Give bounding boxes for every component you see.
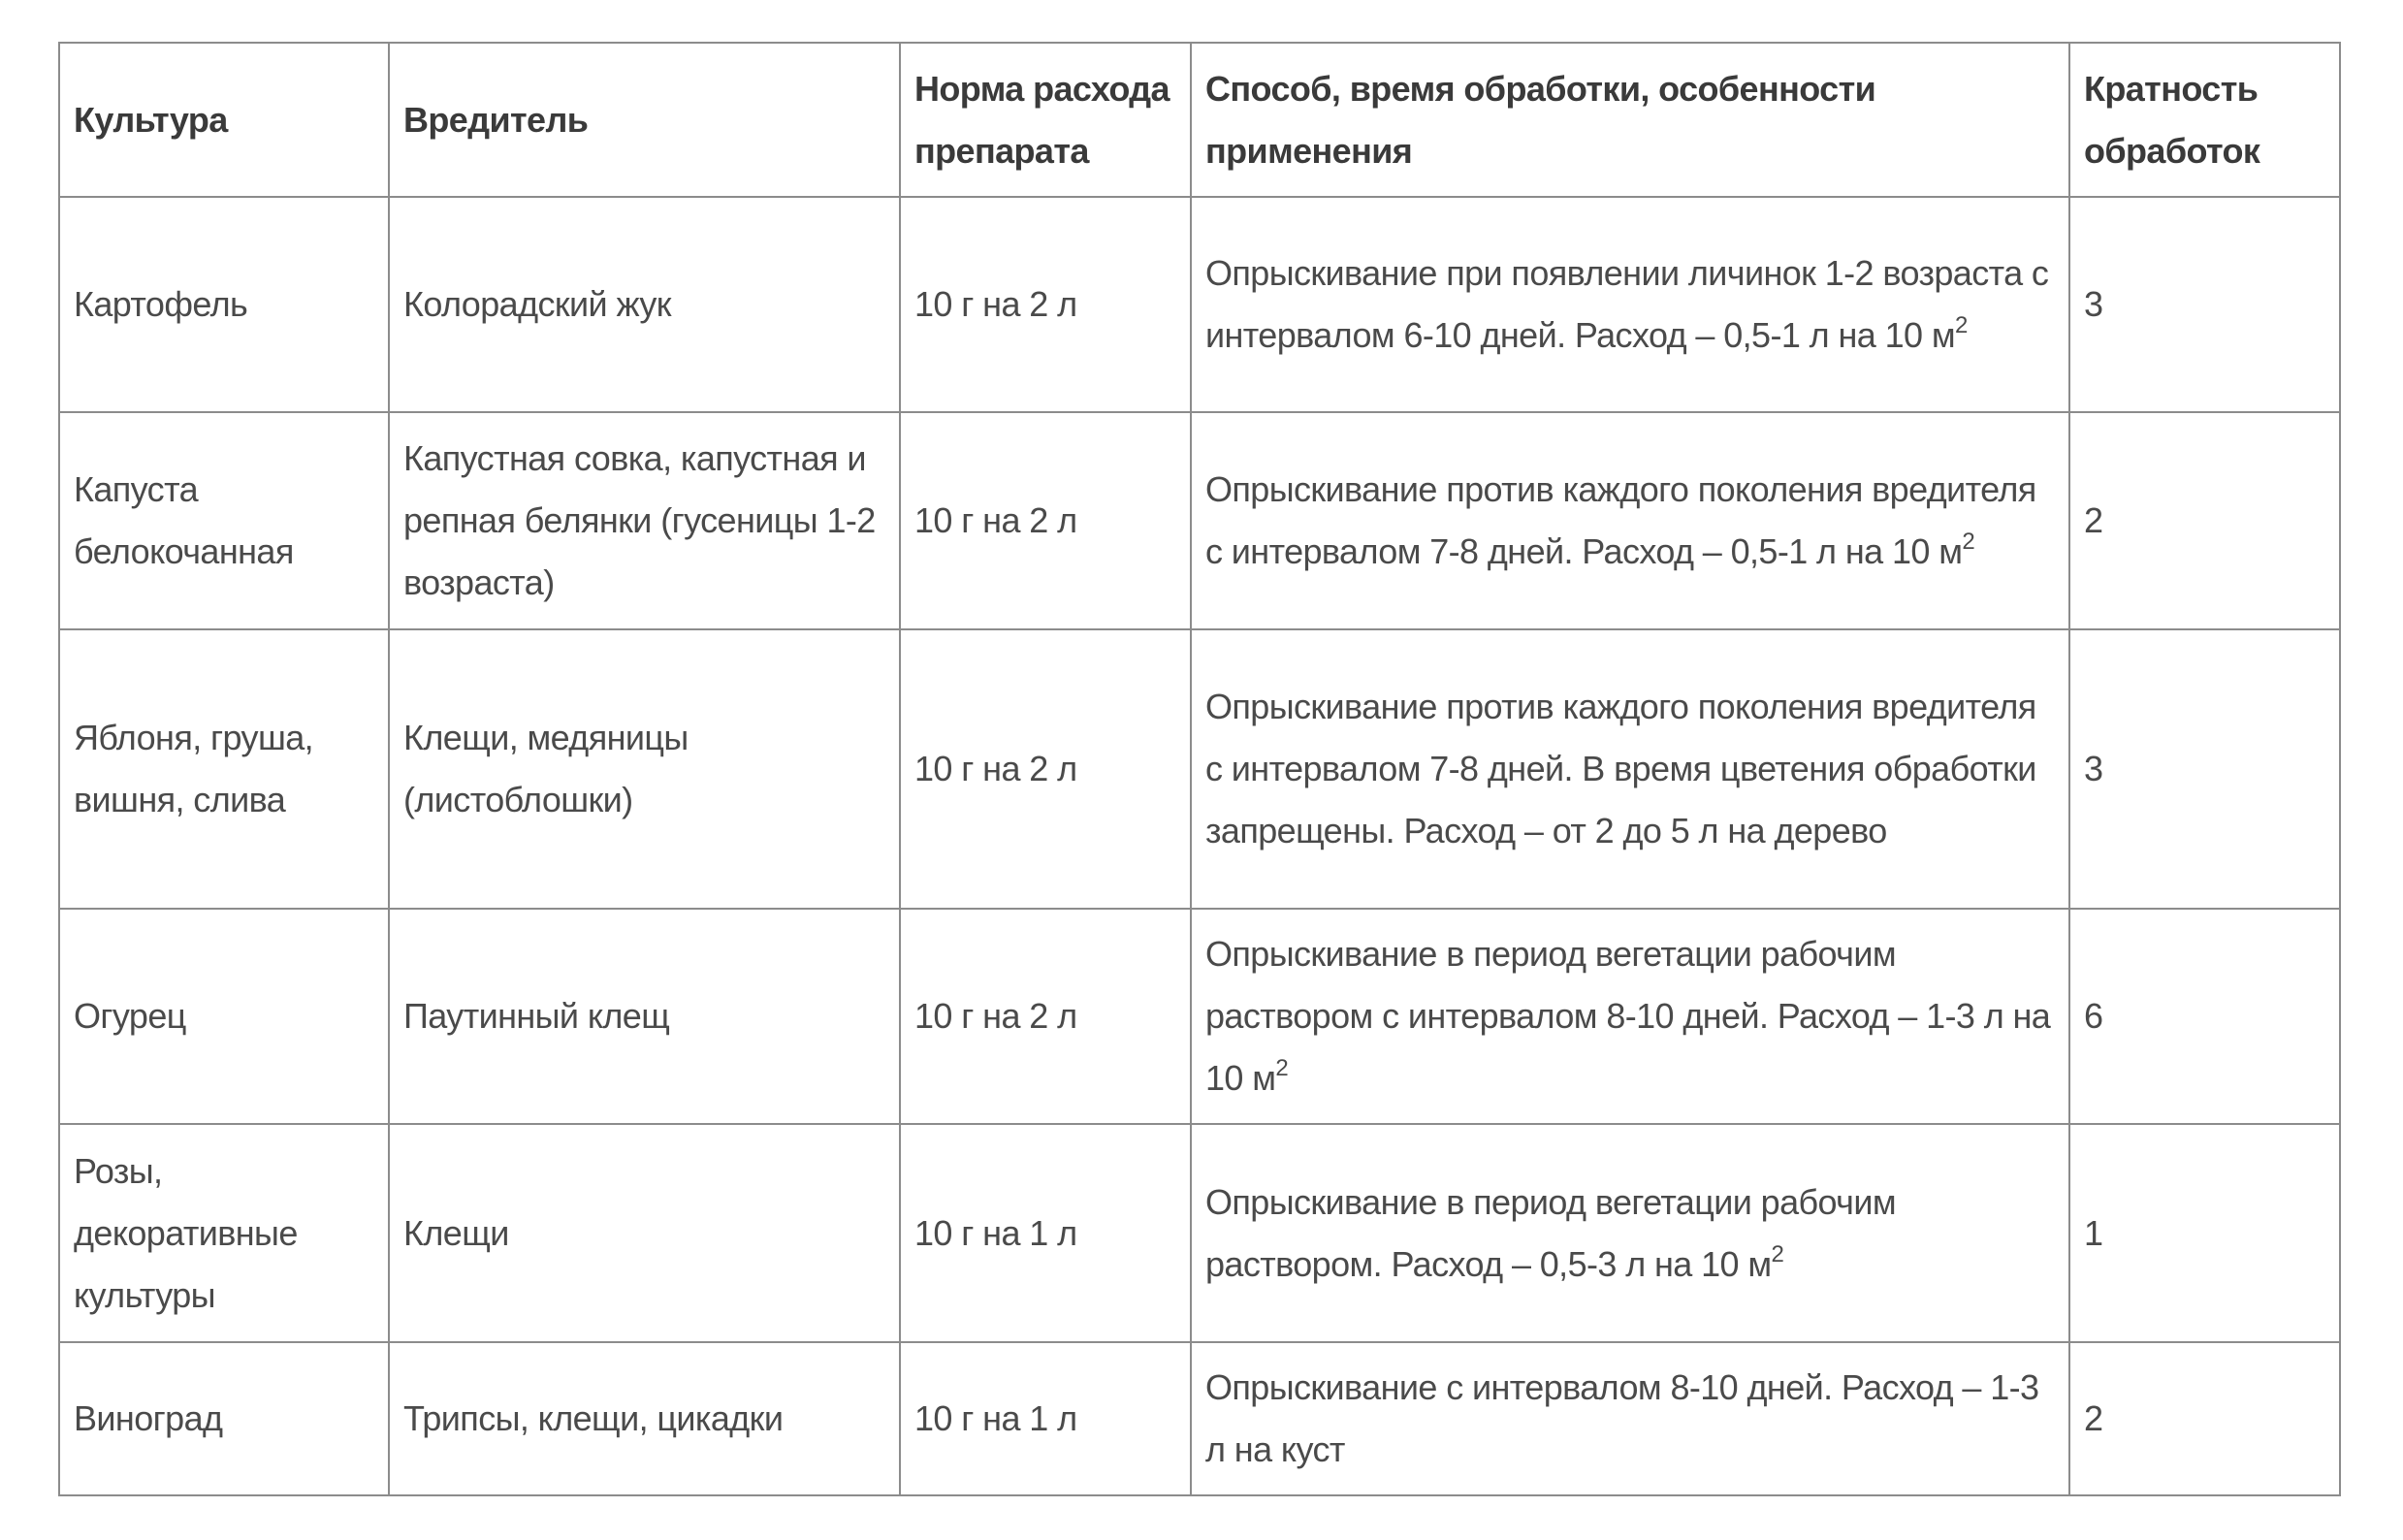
cell-method (1191, 1124, 2069, 1342)
cell-culture: Яблоня, груша, вишня, слива (59, 629, 389, 909)
table-row (59, 412, 2340, 629)
cell-pest: Клещи (389, 1124, 900, 1342)
cell-rate: 10 г на 1 л (900, 1342, 1191, 1495)
cell-culture: Огурец (59, 909, 389, 1124)
cell-count: 2 (2069, 1342, 2340, 1495)
method-text: Опрыскивание против каждого поколения вредителя с интервалом 7-8 дней. В время цветения обработки запрещены. Расход – от 2 до 5 л на дерево (1205, 687, 2036, 850)
cell-method (1191, 412, 2069, 629)
method-text: Опрыскивание в период вегетации рабочим раствором с интервалом 8-10 дней. Расход – 1-3 л на 10 м (1205, 934, 2051, 1098)
cell-pest: Паутинный клещ (389, 909, 900, 1124)
cell-culture: Картофель (59, 197, 389, 412)
superscript: 2 (1771, 1240, 1784, 1267)
cell-rate: 10 г на 2 л (900, 412, 1191, 629)
cell-count: 3 (2069, 629, 2340, 909)
method-text: Опрыскивание с интервалом 8-10 дней. Расход – 1-3 л на куст (1205, 1367, 2039, 1469)
header-method: Способ, время обработки, особенности применения (1191, 43, 2069, 197)
superscript: 2 (1962, 529, 1975, 555)
table-row (59, 1342, 2340, 1495)
table-row (59, 629, 2340, 909)
cell-count: 3 (2069, 197, 2340, 412)
cell-pest: Капустная совка, капустная и репная белянки (гусеницы 1-2 возраста) (389, 412, 900, 629)
header-culture: Культура (59, 43, 389, 197)
header-pest: Вредитель (389, 43, 900, 197)
table-row (59, 909, 2340, 1124)
superscript: 2 (1954, 312, 1968, 338)
cell-rate: 10 г на 1 л (900, 1124, 1191, 1342)
method-text: Опрыскивание против каждого поколения вредителя с интервалом 7-8 дней. Расход – 0,5-1 л на 10 м (1205, 469, 2036, 571)
cell-method (1191, 909, 2069, 1124)
cell-culture: Виноград (59, 1342, 389, 1495)
cell-count: 1 (2069, 1124, 2340, 1342)
table-row (59, 197, 2340, 412)
cell-method (1191, 629, 2069, 909)
cell-method (1191, 1342, 2069, 1495)
cell-method (1191, 197, 2069, 412)
cell-pest: Трипсы, клещи, цикадки (389, 1342, 900, 1495)
cell-rate: 10 г на 2 л (900, 197, 1191, 412)
header-rate: Норма расхода препарата (900, 43, 1191, 197)
table-header-row (59, 43, 2340, 197)
cell-rate: 10 г на 2 л (900, 629, 1191, 909)
cell-count: 2 (2069, 412, 2340, 629)
pesticide-usage-table (58, 42, 2341, 1496)
cell-pest: Колорадский жук (389, 197, 900, 412)
cell-culture: Розы, декоративные культуры (59, 1124, 389, 1342)
cell-culture: Капуста белокочанная (59, 412, 389, 629)
cell-rate: 10 г на 2 л (900, 909, 1191, 1124)
table-row (59, 1124, 2340, 1342)
superscript: 2 (1275, 1055, 1289, 1081)
method-text: Опрыскивание в период вегетации рабочим раствором. Расход – 0,5-3 л на 10 м (1205, 1181, 1896, 1284)
method-text: Опрыскивание при появлении личинок 1-2 возраста с интервалом 6-10 дней. Расход – 0,5-1 л на 10 м (1205, 253, 2049, 355)
cell-count: 6 (2069, 909, 2340, 1124)
cell-pest: Клещи, медяницы (листоблошки) (389, 629, 900, 909)
header-count: Кратность обработок (2069, 43, 2340, 197)
